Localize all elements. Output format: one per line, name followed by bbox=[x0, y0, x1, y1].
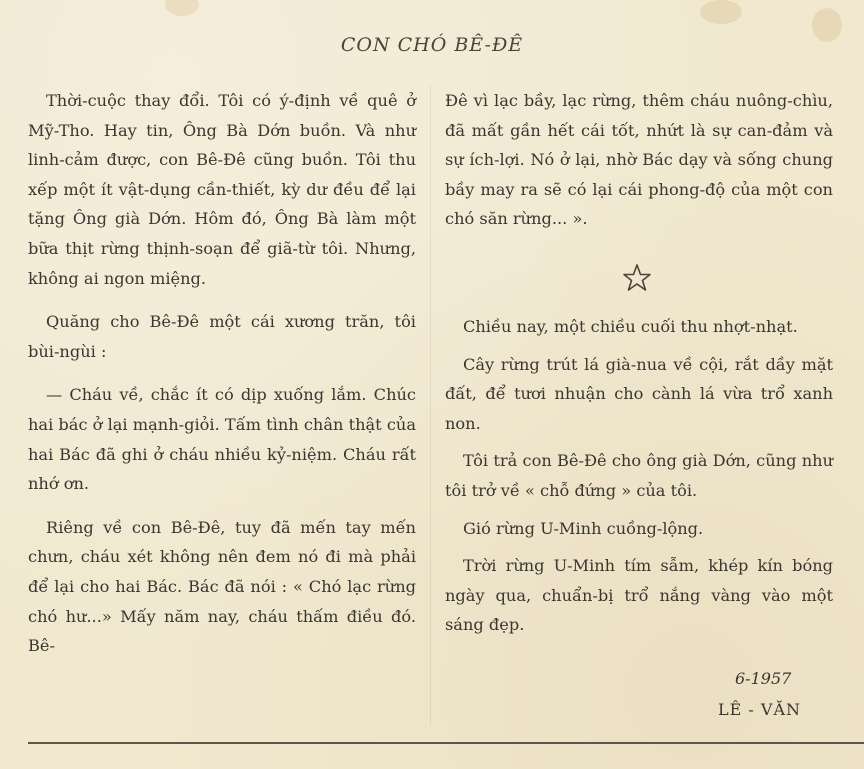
article-author: LÊ - VĂN bbox=[718, 700, 801, 719]
paragraph: Chiều nay, một chiều cuối thu nhợt-nhạt. bbox=[463, 317, 798, 336]
paragraph: Quăng cho Bê-Đê một cái xương trăn, tôi bùi-ngùi : bbox=[28, 312, 416, 361]
paragraph: Đê vì lạc bầy, lạc rừng, thêm cháu nuông-chìu, đã mất gần hết cái tốt, nhứt là sự can-đảm và sự ích-lợi. Nó ở lại, nhờ Bác dạy và sống chung bầy may ra sẽ có lại cái phong-độ của một con chó săn rừng... ». bbox=[445, 91, 833, 229]
star-outline-icon bbox=[621, 262, 653, 294]
paragraph: Gió rừng U-Minh cuồng-lộng. bbox=[463, 518, 704, 538]
left-column bbox=[28, 86, 416, 661]
paragraph: Trời rừng U-Minh tím sẫm, khép kín bóng ngày qua, chuẩn-bị trổ nắng vàng vào một sáng đẹp. bbox=[445, 556, 833, 635]
bottom-rule bbox=[28, 742, 864, 744]
column-gutter bbox=[430, 86, 431, 726]
paragraph: Tôi trả con Bê-Đê cho ông già Dớn, cũng như tôi trở về « chỗ đứng » của tôi. bbox=[445, 451, 833, 500]
paragraph: Riêng về con Bê-Đê, tuy đã mến tay mến chưn, cháu xét không nên đem nó đi mà phải để lại cho hai Bác. Bác đã nói : « Chó lạc rừng chó hư...» Mấy năm nay, cháu thấm điều đó. Bê- bbox=[28, 517, 416, 656]
paragraph: Cây rừng trút lá già-nua về cội, rắt dầy mặt đất, để tươi nhuận cho cành lá vừa trổ xanh non. bbox=[445, 354, 833, 433]
paragraph: — Cháu về, chắc ít có dịp xuống lắm. Chúc hai bác ở lại mạnh-giỏi. Tấm tình chân thật của hai Bác đã ghi ở cháu nhiều kỷ-niệm. Cháu rất nhớ ơn. bbox=[28, 385, 416, 494]
paper-stain bbox=[165, 0, 199, 16]
right-column bbox=[445, 86, 833, 234]
right-column-lower bbox=[445, 312, 833, 640]
article-title: CON CHÓ BÊ-ĐÊ bbox=[340, 34, 524, 56]
paper-stain bbox=[700, 0, 742, 24]
article-date: 6-1957 bbox=[735, 669, 792, 688]
paragraph: Thời-cuộc thay đổi. Tôi có ý-định về quê ở Mỹ-Tho. Hay tin, Ông Bà Dớn buồn. Và như linh-cảm được, con Bê-Đê cũng buồn. Tôi thu xếp một ít vật-dụng cần-thiết, kỳ dư đều để lại tặng Ông già Dớn. Hôm đó, Ông Bà làm một bữa thịt rừng thịnh-soạn để giã-từ tôi. Nhưng, không ai ngon miệng. bbox=[28, 91, 416, 288]
